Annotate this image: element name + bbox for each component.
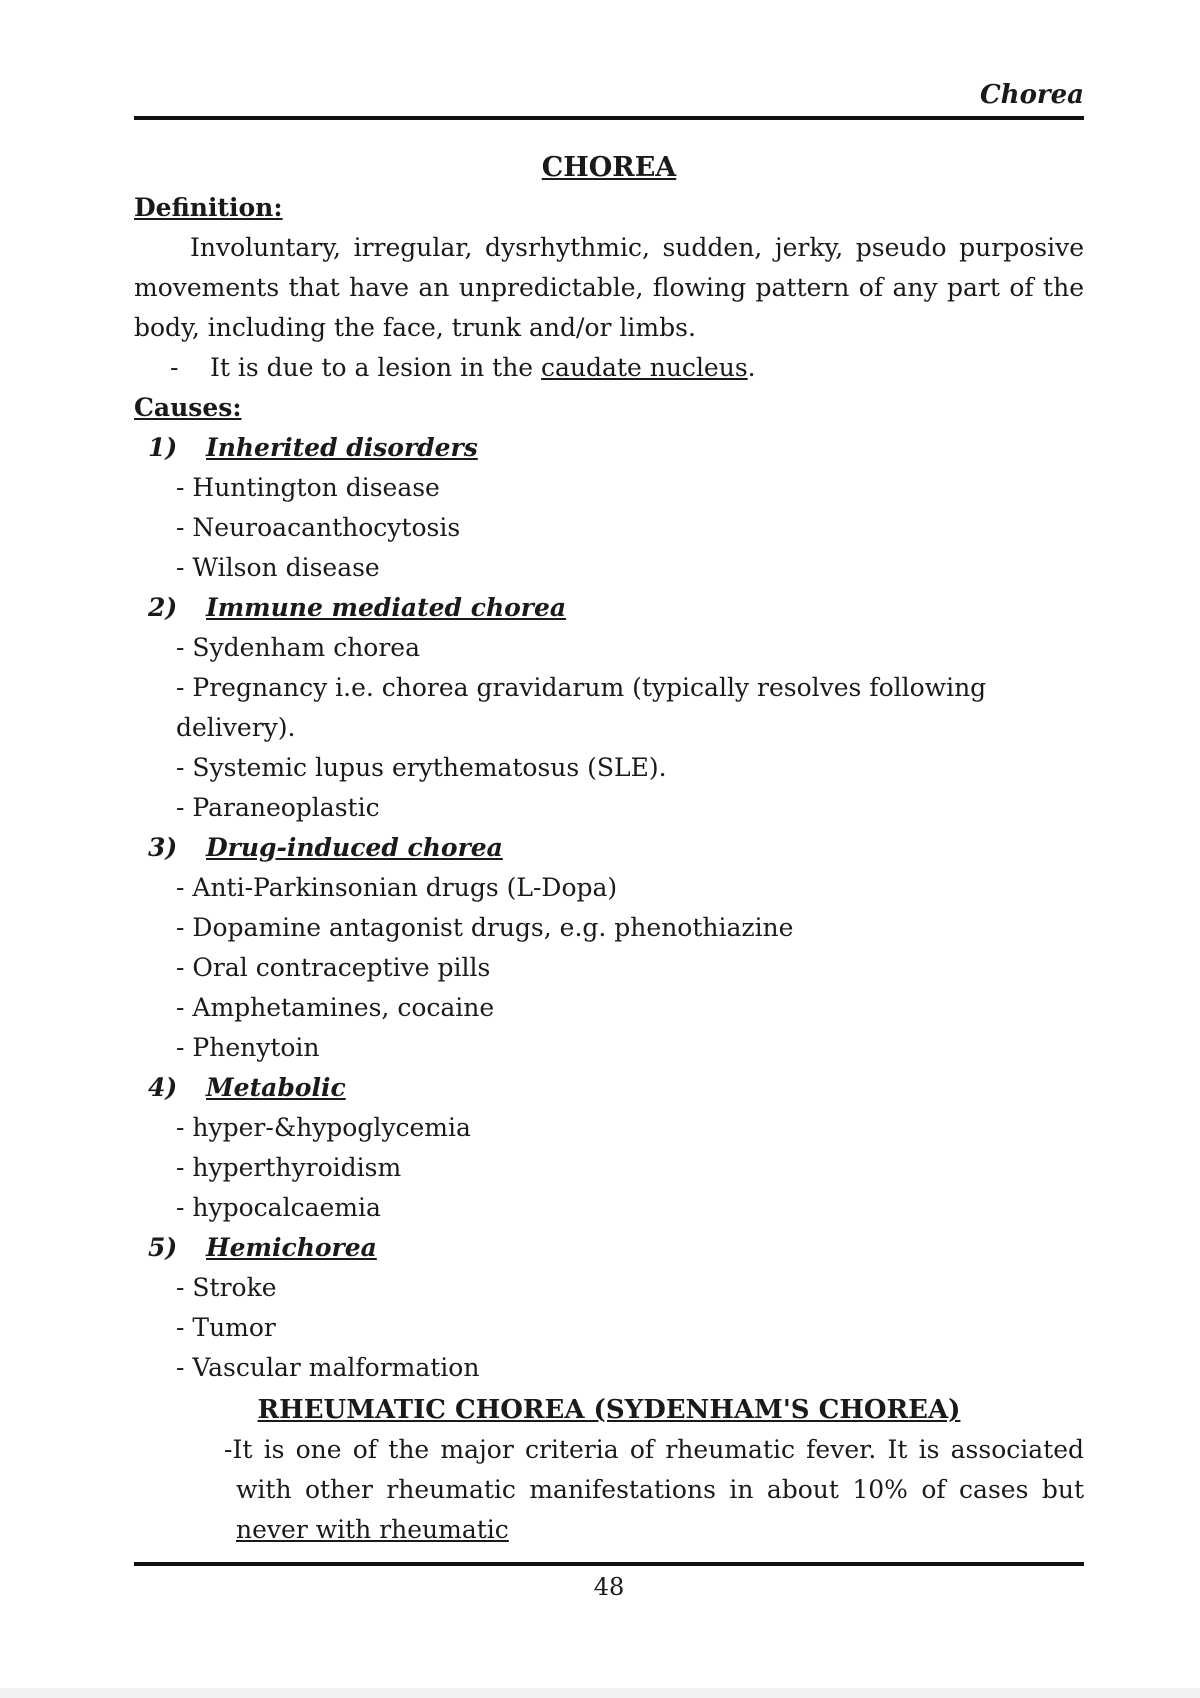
cause-list [134, 1108, 1084, 1228]
note-prefix: It is due to a lesion in the [210, 353, 542, 382]
list-item: - Dopamine antagonist drugs, e.g. phenothiazine [176, 913, 794, 942]
cause-group [134, 1068, 1084, 1228]
list-item: - Anti-Parkinsonian drugs (L-Dopa) [176, 873, 618, 902]
page-title: CHOREA [541, 152, 677, 183]
cause-group-title: Drug-induced chorea [206, 833, 503, 862]
list-item: - hypocalcaemia [176, 1193, 381, 1222]
running-header: Chorea [979, 80, 1084, 110]
list-item: - Pregnancy i.e. chorea gravidarum (typically resolves following delivery). [176, 673, 987, 742]
rheumatic-text-prefix: -It is one of the major criteria of rheumatic fever. It is associated with other rheumatic manifestations in about 10% of cases but [224, 1435, 1084, 1504]
cause-group-heading [134, 428, 1084, 468]
page-content [134, 148, 1084, 1550]
definition-label: Definition: [134, 193, 283, 222]
cause-group-heading [134, 1228, 1084, 1268]
cause-group-number: 5) [148, 1233, 178, 1262]
list-item: - Oral contraceptive pills [176, 953, 491, 982]
cause-group-heading [134, 588, 1084, 628]
rheumatic-chorea-heading: RHEUMATIC CHOREA (SYDENHAM'S CHOREA) [257, 1395, 961, 1425]
note-underlined: caudate nucleus [541, 353, 748, 382]
list-item: - Stroke [176, 1273, 277, 1302]
footer-rule [134, 1562, 1084, 1566]
list-item: - Paraneoplastic [176, 793, 380, 822]
cause-list [134, 628, 1084, 828]
note-suffix: . [747, 353, 756, 382]
header-rule [134, 116, 1084, 120]
list-item: - Sydenham chorea [176, 633, 421, 662]
cause-group [134, 828, 1084, 1068]
cause-group-title: Metabolic [206, 1073, 346, 1102]
causes-label: Causes: [134, 393, 242, 422]
cause-list [134, 868, 1084, 1068]
list-item: - Systemic lupus erythematosus (SLE). [176, 753, 667, 782]
cause-group-heading [134, 828, 1084, 868]
list-item: - hyper-&hypoglycemia [176, 1113, 471, 1142]
cause-list [134, 1268, 1084, 1388]
cause-group-number: 2) [148, 593, 178, 622]
cause-group-number: 4) [148, 1073, 178, 1102]
cause-list [134, 468, 1084, 588]
list-item: - Amphetamines, cocaine [176, 993, 495, 1022]
cause-group-title: Hemichorea [206, 1233, 377, 1262]
cause-group-number: 1) [148, 433, 178, 462]
definition-note [134, 348, 1084, 388]
cause-group [134, 1228, 1084, 1388]
cause-group [134, 428, 1084, 588]
note-dash: - [170, 353, 179, 382]
cause-group-title: Immune mediated chorea [206, 593, 567, 622]
list-item: - Vascular malformation [176, 1353, 480, 1382]
list-item: - Wilson disease [176, 553, 380, 582]
definition-text: Involuntary, irregular, dysrhythmic, sudden, jerky, pseudo purposive movements that have an unpredictable, flowing pattern of any part of the body, including the face, trunk and/or limbs. [134, 233, 1084, 342]
cause-group-heading [134, 1068, 1084, 1108]
cause-group-number: 3) [148, 833, 178, 862]
rheumatic-text-underlined: never with rheumatic [236, 1515, 509, 1544]
rheumatic-chorea-text [134, 1430, 1084, 1550]
list-item: - Tumor [176, 1313, 276, 1342]
list-item: - hyperthyroidism [176, 1153, 402, 1182]
cause-group [134, 588, 1084, 828]
list-item: - Neuroacanthocytosis [176, 513, 461, 542]
list-item: - Huntington disease [176, 473, 440, 502]
list-item: - Phenytoin [176, 1033, 320, 1062]
cause-group-title: Inherited disorders [206, 433, 478, 462]
page-number: 48 [593, 1573, 625, 1601]
